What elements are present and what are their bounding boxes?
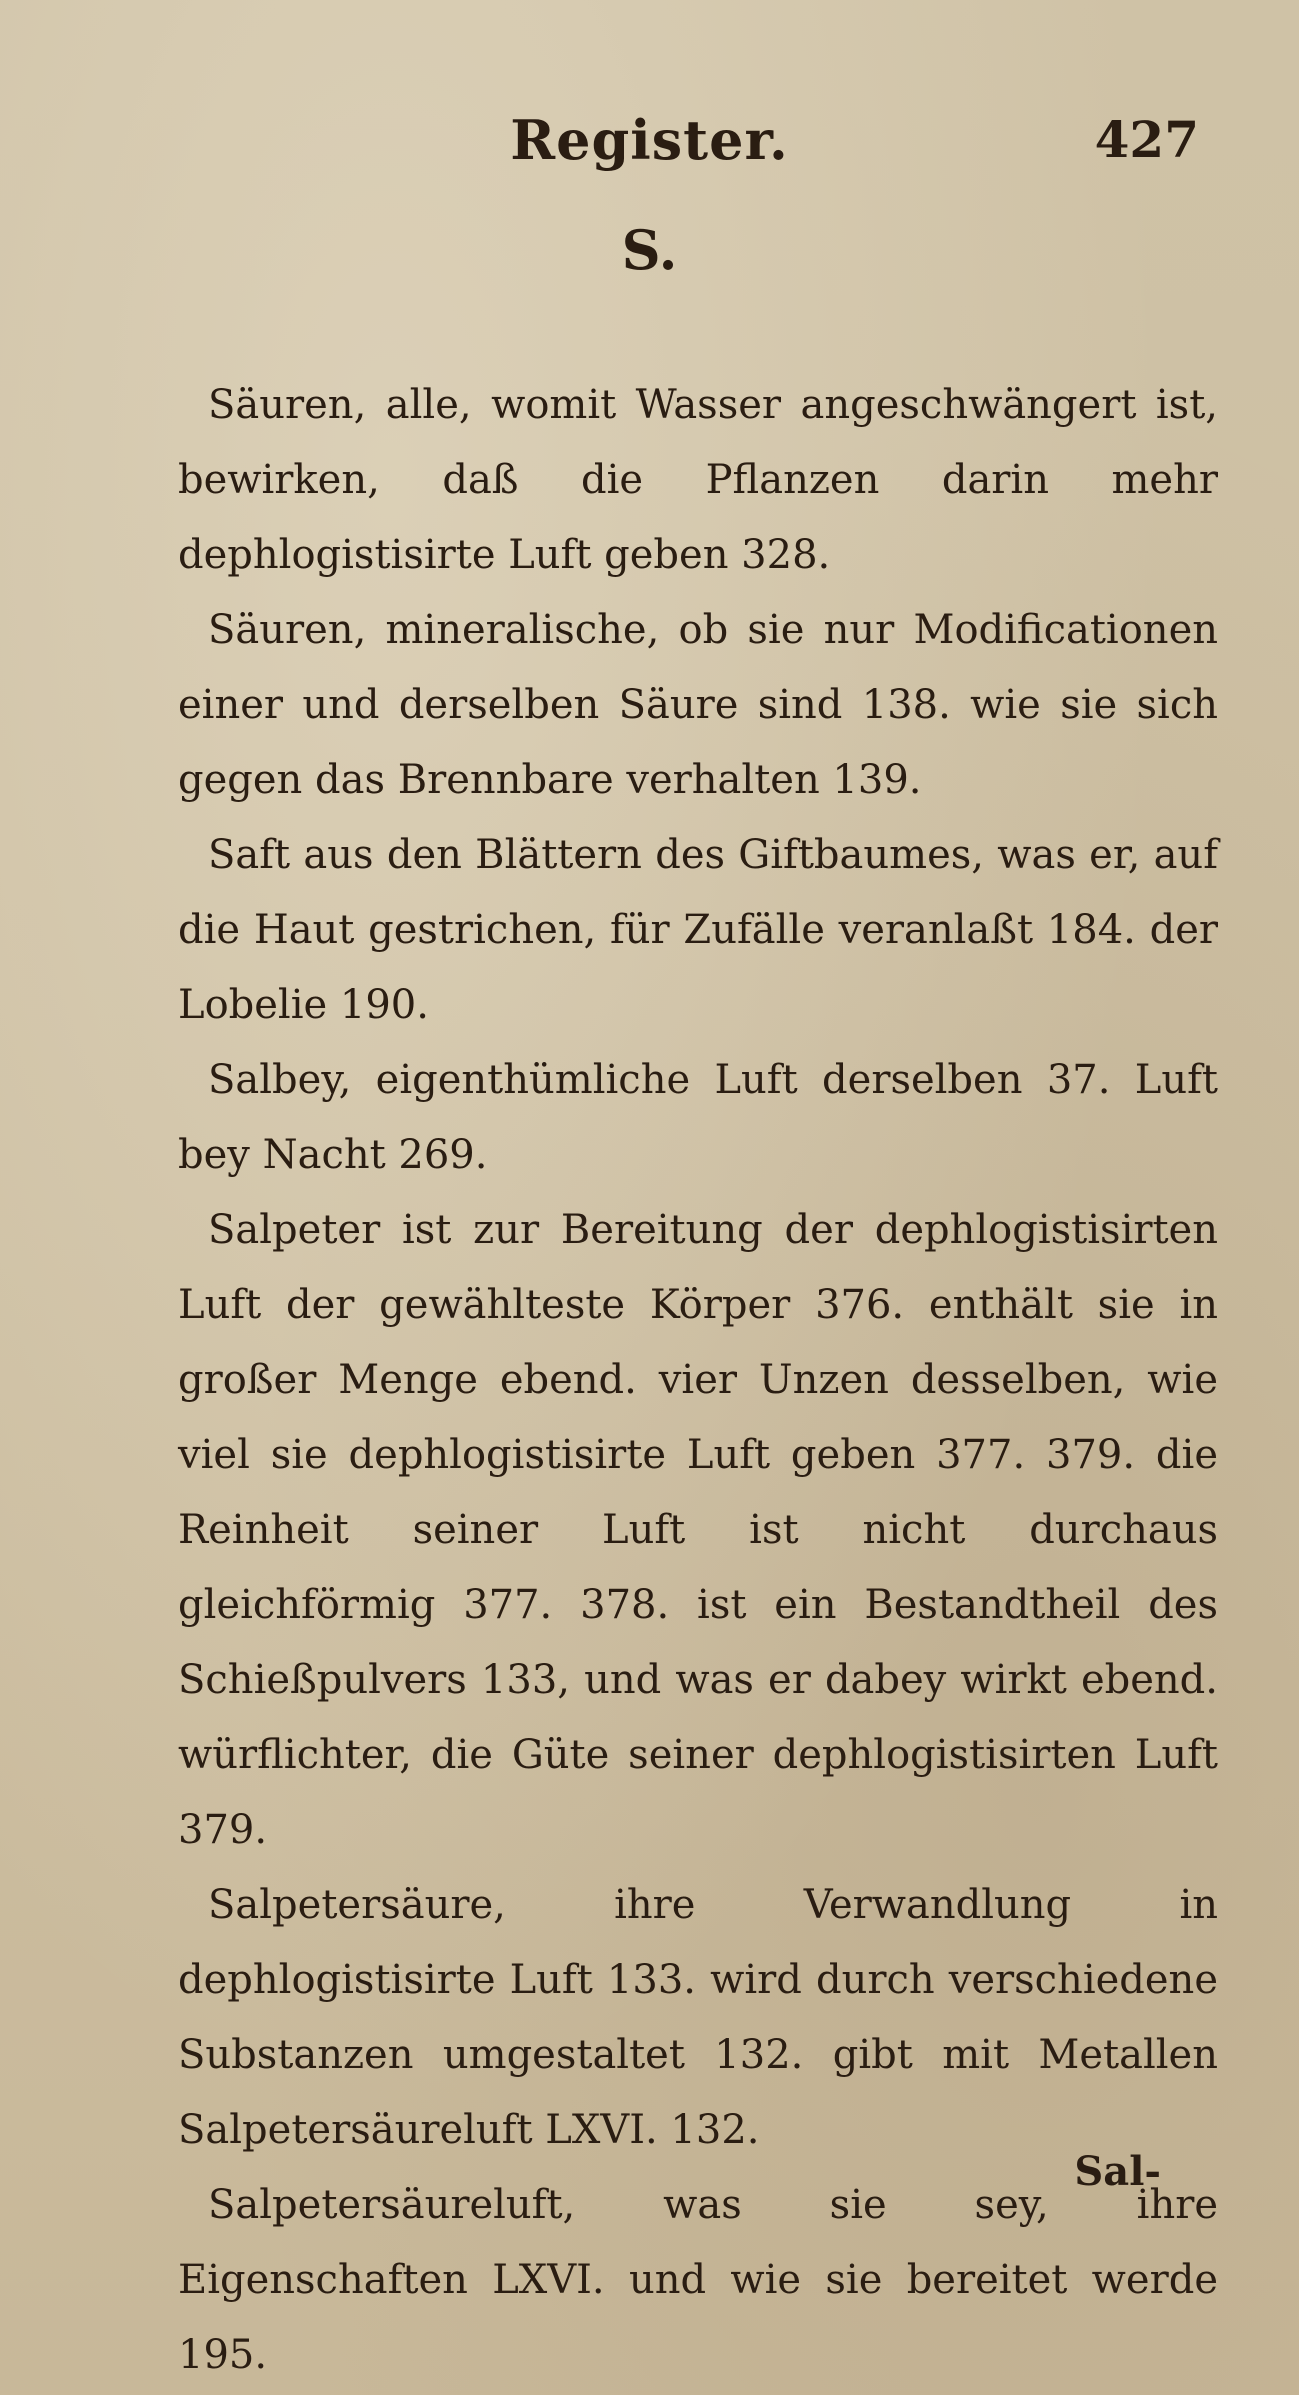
catchword: Sal- <box>1074 2148 1161 2195</box>
section-letter-heading: S. <box>621 218 678 282</box>
index-entry-saeuren-mineralische: Säuren, mineralische, ob sie nur Modificationen einer und derselben Säure sind 138. wie sie sich gegen das Brennbare verhalten 139. <box>178 607 1218 803</box>
page-number: 427 <box>1094 110 1199 169</box>
index-entry-salpetersaeure: Salpetersäure, ihre Verwandlung in dephlogistisirte Luft 133. wird durch verschiedene Substanzen umgestaltet 132. gibt mit Metallen Salpetersäureluft LXVI. 132. <box>178 1882 1218 2153</box>
running-head-title: Register. <box>510 108 789 172</box>
index-entries <box>178 368 1218 2393</box>
index-entry-salpeter: Salpeter ist zur Bereitung der dephlogistisirten Luft der gewählteste Körper 376. enthält sie in großer Menge ebend. vier Unzen desselben, wie viel sie dephlogistisirte Luft geben 377. 379. die Reinheit seiner Luft ist nicht durchaus gleichförmig 377. 378. ist ein Bestandtheil des Schießpulvers 133, und was er dabey wirkt ebend. würflichter, die Güte seiner dephlogistisirten Luft 379. <box>178 1207 1218 1853</box>
index-entry-saft: Saft aus den Blättern des Giftbaumes, was er, auf die Haut gestrichen, für Zufälle veranlaßt 184. der Lobelie 190. <box>178 832 1218 1028</box>
index-entry-salbey: Salbey, eigenthümliche Luft derselben 37. Luft bey Nacht 269. <box>178 1057 1218 1178</box>
index-entry-saeuren-alle: Säuren, alle, womit Wasser angeschwängert ist, bewirken, daß die Pflanzen darin mehr dephlogistisirte Luft geben 328. <box>178 382 1218 578</box>
index-entry-salpetersaeureluft: Salpetersäureluft, was sie sey, ihre Eigenschaften LXVI. und wie sie bereitet werde 195. <box>178 2182 1218 2378</box>
